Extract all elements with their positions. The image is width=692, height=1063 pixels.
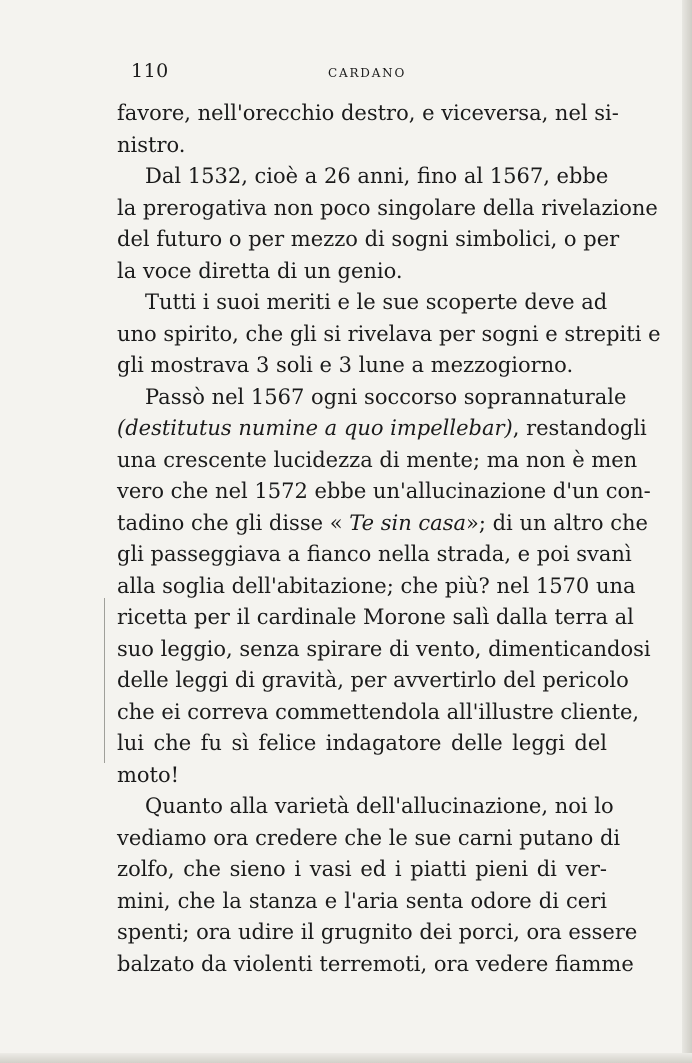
text-line: Quanto alla varietà dell'allucinazione, noi lo xyxy=(145,794,614,818)
text-line: zolfo, che sieno i vasi ed i piatti pieni di ver- xyxy=(117,857,607,881)
latin-quote: (destitutus numine a quo impellebar) xyxy=(117,416,513,440)
text-line: alla soglia dell'abitazione; che più? nel 1570 una xyxy=(117,573,636,598)
text-line: Tutti i suoi meriti e le sue scoperte deve ad xyxy=(145,290,608,314)
text-line: Passò nel 1567 ogni soccorso soprannaturale xyxy=(145,384,627,409)
text-line: del futuro o per mezzo di sogni simbolici, o per xyxy=(117,227,620,251)
text-fragment: tadino che gli disse « xyxy=(117,510,350,535)
text-line: la voce diretta di un genio. xyxy=(117,258,403,283)
text-line: gli passeggiava a fianco nella strada, e poi svanì xyxy=(117,542,632,566)
body-text xyxy=(117,98,661,980)
text-line: balzato da violenti terremoti, ora vedere fiamme xyxy=(117,951,634,976)
text-line xyxy=(117,413,647,445)
text-line: la prerogativa non poco singolare della rivelazione xyxy=(117,195,658,220)
text-line: vediamo ora credere che le sue carni putano di xyxy=(117,825,621,850)
text-line: ricetta per il cardinale Morone salì dalla terra al xyxy=(117,605,634,629)
text-line xyxy=(117,508,648,540)
text-line: favore, nell'orecchio destro, e viceversa, nel si- xyxy=(117,101,619,125)
text-line: vero che nel 1572 ebbe un'allucinazione d'un con- xyxy=(117,479,651,503)
text-line: spenti; ora udire il grugnito dei porci, ora essere xyxy=(117,920,638,944)
text-line: moto! xyxy=(117,762,180,787)
margin-pencil-mark xyxy=(104,598,105,763)
page-bottom-edge xyxy=(0,1053,692,1063)
text-line: che ei correva commettendola all'illustre cliente, xyxy=(117,699,640,724)
text-fragment: »; di un altro che xyxy=(466,510,648,535)
page-edge-shadow xyxy=(682,0,692,1063)
text-line: uno spirito, che gli si rivelava per sogni e strepiti e xyxy=(117,321,661,346)
text-line: lui che fu sì felice indagatore delle leggi del xyxy=(117,731,607,755)
page-header xyxy=(117,60,607,90)
running-head: CARDANO xyxy=(328,66,407,80)
text-line: mini, che la stanza e l'aria senta odore di ceri xyxy=(117,888,607,913)
text-line: gli mostrava 3 soli e 3 lune a mezzogiorno. xyxy=(117,353,574,377)
page-number: 110 xyxy=(131,60,169,82)
text-line: Dal 1532, cioè a 26 anni, fino al 1567, ebbe xyxy=(145,164,609,188)
quoted-speech: Te sin casa xyxy=(349,510,467,535)
text-line: una crescente lucidezza di mente; ma non è men xyxy=(117,447,638,472)
text-fragment: , restandogli xyxy=(512,416,647,440)
text-line: nistro. xyxy=(117,132,186,157)
text-line: suo leggio, senza spirare di vento, dimenticandosi xyxy=(117,636,651,661)
text-line: delle leggi di gravità, per avvertirlo del pericolo xyxy=(117,668,629,692)
